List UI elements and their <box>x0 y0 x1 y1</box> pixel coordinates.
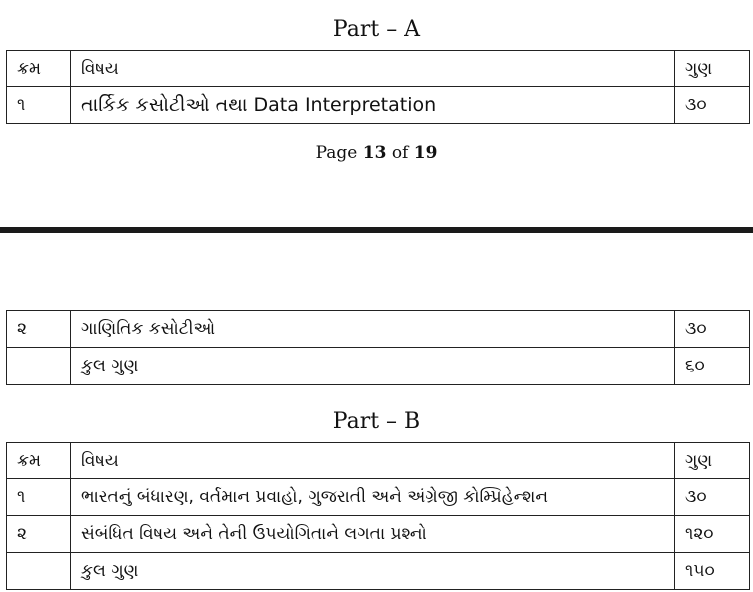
header-subject: વિષય <box>71 443 675 479</box>
table-row <box>7 311 750 348</box>
table-header-row <box>7 51 750 87</box>
cell-subject: ભારતનું બંધારણ, વર્તમાન પ્રવાહો, ગુજરાતી અને અંગ્રેજી કોમ્પ્રિહેન્શન <box>71 479 675 516</box>
page-of: of <box>391 143 409 163</box>
part-a-heading: Part – A <box>332 17 421 42</box>
page-number <box>0 143 753 163</box>
page-prefix: Page <box>315 143 358 163</box>
cell-marks: ૧૨૦ <box>675 516 750 553</box>
cell-subject: કુલ ગુણ <box>71 553 675 590</box>
part-b-heading: Part – B <box>332 409 421 434</box>
table-row <box>7 479 750 516</box>
cell-subject: ગાણિતિક કસોટીઓ <box>71 311 675 348</box>
cell-marks: ૬૦ <box>675 348 750 385</box>
cell-marks: ૩૦ <box>675 311 750 348</box>
table-row <box>7 87 750 124</box>
cell-sr: ૧ <box>7 479 71 516</box>
header-marks: ગુણ <box>675 443 750 479</box>
header-sr: ક્રમ <box>7 443 71 479</box>
cell-sr: ૧ <box>7 87 71 124</box>
page-break-divider <box>0 227 753 233</box>
cell-sr <box>7 553 71 590</box>
cell-marks: ૩૦ <box>675 479 750 516</box>
page-total: 19 <box>413 143 438 163</box>
header-marks: ગુણ <box>675 51 750 87</box>
cell-sr: ૨ <box>7 311 71 348</box>
cell-subject: સંબંધિત વિષય અને તેની ઉપયોગિતાને લગતા પ્રશ્નો <box>71 516 675 553</box>
table-total-row <box>7 348 750 385</box>
part-a-continued-table <box>6 310 750 385</box>
cell-marks: ૧૫૦ <box>675 553 750 590</box>
header-sr: ક્રમ <box>7 51 71 87</box>
page-current: 13 <box>362 143 387 163</box>
cell-subject: કુલ ગુણ <box>71 348 675 385</box>
part-b-table <box>6 442 750 590</box>
cell-sr: ૨ <box>7 516 71 553</box>
table-header-row <box>7 443 750 479</box>
cell-sr <box>7 348 71 385</box>
part-a-table <box>6 50 750 124</box>
table-total-row <box>7 553 750 590</box>
table-row <box>7 516 750 553</box>
cell-marks: ૩૦ <box>675 87 750 124</box>
header-subject: વિષય <box>71 51 675 87</box>
cell-subject: તાર્કિક કસોટીઓ તથા Data Interpretation <box>71 87 675 124</box>
